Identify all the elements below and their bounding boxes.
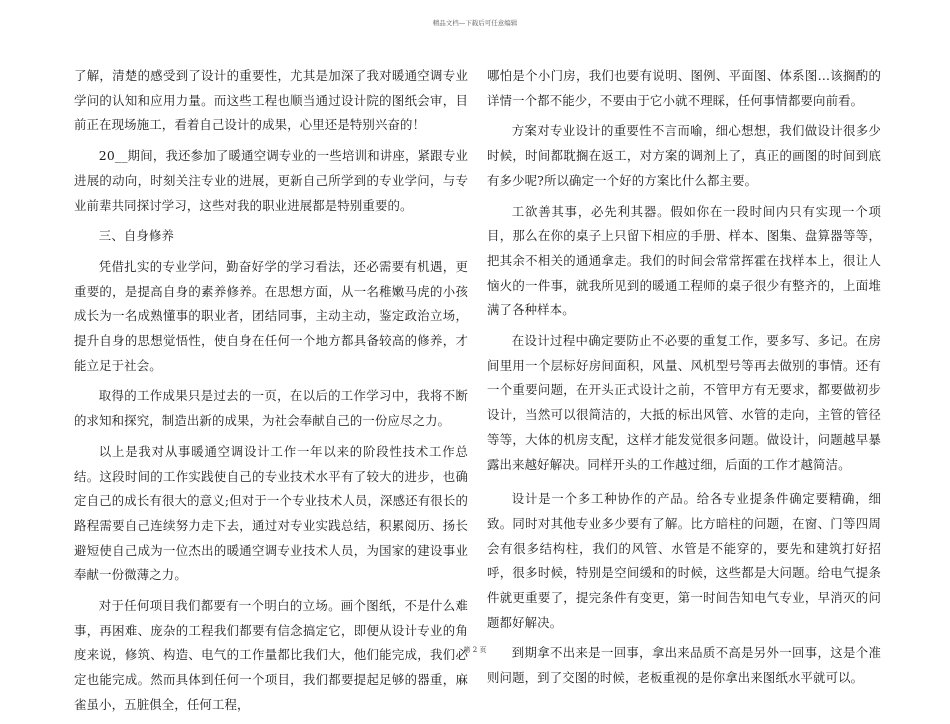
paragraph: 以上是我对从事暖通空调设计工作一年以来的阶段性技术工作总结。这段时间的工作实践使自己的专业技术水平有了较大的进步，也确定自己的成长有很大的意义;但对于一个专业技术人员，深感还有很长的路程需要自己连续努力走下去，通过对专业实践总结，积累阅历、扬长避短使自己成为一位杰出的暖通空调专业技术人员，为国家的建设事业奉献一份微薄之力。 [74, 443, 468, 583]
left-column [74, 64, 468, 724]
paragraph: 对于任何项目我们都要有一个明白的立场。画个图纸，不是什么难事，再困难、庞杂的工程我们都要有信念搞定它，即便从设计专业的角度来说，修筑、构造、电气的工作量都比我们大，他们能完成，我们必定也能完成。然而具体到任何一个项目，我们都要提起足够的器重，麻雀虽小，五脏俱全，任何工程， [74, 598, 468, 712]
section-heading: 三、自身修养 [98, 228, 175, 244]
paragraph: 哪怕是个小门房，我们也要有说明、图例、平面图、体系图…该搁酌的详情一个都不能少，不要由于它小就不理睬，任何事情都要向前看。 [487, 68, 881, 108]
paragraph: 设计是一个多工种协作的产品。给各专业提条件确定要精确，细致。同时对其他专业多少要有了解。比方暗柱的问题，在窗、门等四周会有很多结构柱，我们的风管、水管是不能穿的，要先和建筑打好招呼，很多时候，特别是空间缓和的时候，这些都是大问题。给电气提条件就更重要了，提完条件有变更，第一时间告知电气专业，早消灭的问题都好解决。 [487, 491, 881, 630]
paragraph: 20__期间，我还参加了暖通空调专业的一些培训和讲座，紧跟专业进展的动向，时刻关注专业的进展，更新自己所学到的专业学问，与专业前辈共同探讨学习，这些对我的职业进展都是特别重要的。 [74, 148, 468, 213]
paragraph: 在设计过程中确定要防止不必要的重复工作，要多写、多记。在房间里用一个层标好房间面积，风量、风机型号等再去做别的事情。还有一个重要问题，在开头正式设计之前，不管甲方有无要求，都要做初步设计，当然可以很简洁的，大抵的标出风管、水管的走向，主管的管径等等，大体的机房支配，这样才能发觉很多问题。做设计，问题越早暴露出来越好解决。同样开头的工作越过细，后面的工作才越简洁。 [487, 333, 881, 472]
paragraph: 工欲善其事，必先利其器。假如你在一段时间内只有实现一个项目，那么在你的桌子上只留下相应的手册、样本、图集、盘算器等等，把其余不相关的通通拿走。我们的时间会常常挥霍在找样本上，很让人恼火的一件事，就我所见到的暖通工程师的桌子很少有整齐的，上面堆满了各种样本。 [487, 203, 881, 318]
right-column [487, 64, 881, 697]
paragraph: 方案对专业设计的重要性不言而喻，细心想想，我们做设计很多少时候，时间都耽搁在返工，对方案的调剂上了，真正的画图的时间到底有多少呢?所以确定一个好的方案比什么都主要。 [487, 123, 881, 188]
paragraph: 取得的工作成果只是过去的一页，在以后的工作学习中，我将不断的求知和探究，制造出新的成果，为社会奉献自己的一份应尽之力。 [74, 388, 468, 429]
paragraph: 到期拿不出来是一回事，拿出来品质不高是另外一回事，这是个准则问题，到了交图的时候，老板重视的是你拿出来图纸水平就可以。 [487, 645, 881, 686]
paragraph: 凭借扎实的专业学问，勤奋好学的学习看法，还必需要有机遇，更重要的，是提高自身的素养修养。在思想方面，从一名稚嫩马虎的小孩成长为一名成熟懂事的职业者，团结同事，主动主动，鉴定政治立场，提升自身的思想觉悟性，使自身在任何一个地方都具备较高的修养，才能立足于社会。 [74, 258, 468, 373]
page-header: 精品文档—下载后可任意编辑 [432, 19, 518, 27]
paragraph: 了解，清楚的感受到了设计的重要性，尤其是加深了我对暖通空调专业学问的认知和应用力量。而这些工程也顺当通过设计院的图纸会审，目前正在现场施工，看着自己设计的成果，心里还是特别兴奋的！ [74, 68, 468, 133]
page-number: 第 2 页 [463, 646, 487, 654]
